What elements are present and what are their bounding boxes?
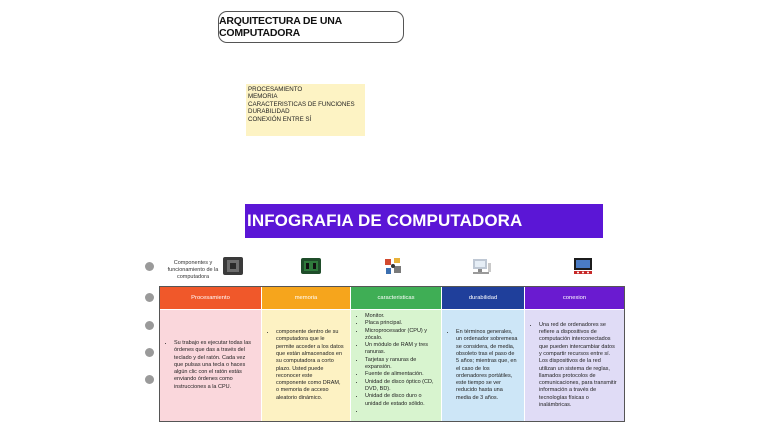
components-label: Componentes y funcionamiento de la computadora — [167, 260, 219, 280]
memory-chip-icon — [299, 255, 323, 277]
column-item: • Unidad de disco óptico (CD, DVD, BD). — [365, 379, 435, 394]
row-bullet — [145, 375, 154, 384]
note-line: CONEXIÓN ENTRE SÍ — [248, 115, 312, 123]
row-bullet — [145, 348, 154, 357]
infographic-banner: INFOGRAFIA DE COMPUTADORA — [245, 204, 603, 238]
column-item: • Una red de ordenadores se refiere a dispositivos de computación interconectados que pueden intercambiar datos y compartir recursos entre sí. Los dispositivos de la red utilizan un sistema de reglas, llamados protocolos de comunicaciones, para transmitir información a través de tecnologías físicas o inalámbricas. — [539, 322, 618, 410]
row-bullet — [145, 321, 154, 330]
computer-parts-icon — [381, 255, 405, 277]
column-header-caracteristicas: caracteristicas — [351, 287, 441, 309]
note-line: CARACTERISTICAS DE FUNCIONES — [248, 100, 355, 108]
row-bullet — [145, 293, 154, 302]
row-bullet — [145, 262, 154, 271]
column-item: • Un módulo de RAM y tres ranuras. — [365, 342, 435, 357]
column-header-durabilidad: durabilidad — [442, 287, 524, 309]
note-line: MEMORIA — [248, 93, 278, 101]
column-header-memoria: memoria — [262, 287, 350, 309]
column-item: • Monitor. — [365, 313, 435, 320]
table-frame — [159, 286, 625, 422]
column-item: • Su trabajo es ejecutar todas las órdenes que das a través del teclado y del ratón. Cada vez que pulsas una tecla o haces algún clic con el ratón estás enviando órdenes como instrucciones a la CPU. — [174, 340, 255, 391]
column-item: • Fuente de alimentación. — [365, 371, 435, 378]
note-line: PROCESAMIENTO — [248, 86, 303, 93]
network-icon — [571, 255, 595, 277]
column-item: • Microprocesador (CPU) y zócalo. — [365, 328, 435, 343]
note-line: DURABILIDAD — [248, 108, 290, 116]
column-header-conexion: conexion — [525, 287, 624, 309]
column-item: • En términos generales, un ordenador sobremesa se considera, de media, obsoleto tras el paso de 5 años; mientras que, en el caso de los ordenadores portátiles, este tiempo se ver reducido hasta una media de 3 años. — [456, 329, 518, 402]
cpu-chip-icon — [221, 255, 245, 277]
column-item: • Tarjetas y ranuras de expansión. — [365, 357, 435, 372]
column-item: • Placa principal. — [365, 320, 435, 327]
column-item: • componente dentro de su computadora que le permite acceder a los datos que están almacenados en su computadora a corto plazo. Usted puede reconocer este componente como DRAM, o memoria de acceso aleatorio dinámico. — [276, 329, 344, 402]
diagram-title: ARQUITECTURA DE UNA COMPUTADORA — [218, 11, 404, 43]
desktop-computer-icon — [469, 255, 493, 277]
column-header-procesamiento: Procesamiento — [160, 287, 261, 309]
column-item: • Unidad de disco duro o unidad de estado sólido. — [365, 393, 435, 408]
sticky-note — [246, 84, 365, 136]
